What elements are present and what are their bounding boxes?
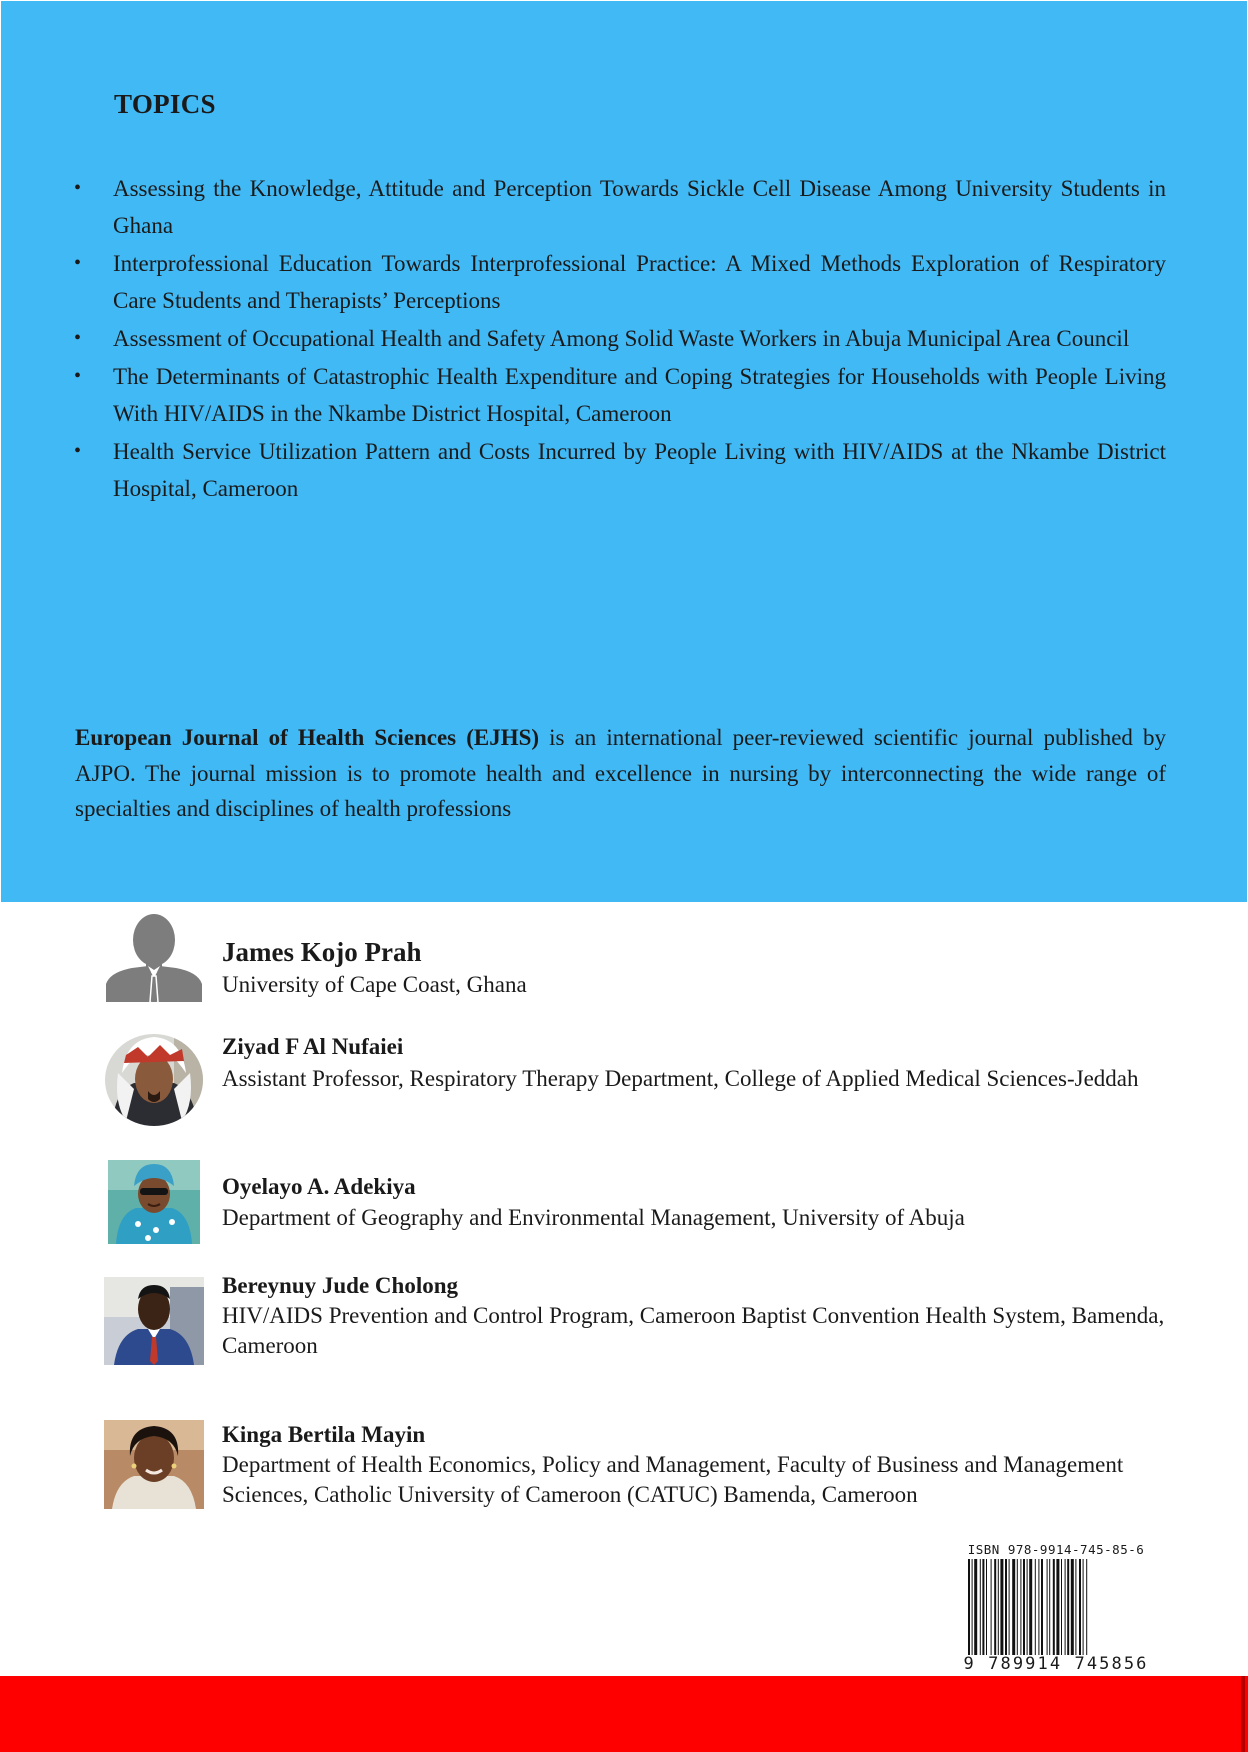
topic-text: Assessment of Occupational Health and Safety Among Solid Waste Workers in Abuja Municipal Area Council [113,326,1130,351]
topics-list [74,170,1166,508]
topics-heading: TOPICS [114,89,216,119]
topic-item [74,320,1166,357]
isbn-label: ISBN 978-9914-745-85-6 [967,1542,1145,1557]
isbn-barcode [950,1542,1162,1674]
journal-description [75,720,1166,827]
journal-description-text: is an international peer-reviewed scientific journal published by AJPO. The journal mission is to promote health and excellence in nursing by interconnecting the wide range of specialties and disciplines of health professions [75,725,1166,821]
author-name: Kinga Bertila Mayin [222,1422,426,1447]
topic-item [74,358,1166,432]
bullet-icon: • [74,365,82,387]
author-name: Ziyad F Al Nufaiei [222,1034,404,1059]
author-photo [108,1160,200,1244]
topic-item [74,245,1166,319]
bullet-icon: • [74,327,82,349]
bullet-icon: • [74,252,82,274]
author-entry [104,1158,1204,1258]
author-photo [104,1420,204,1509]
topic-text: The Determinants of Catastrophic Health Expenditure and Coping Strategies for Households with People Living With HIV/AIDS in the Nkambe District Hospital, Cameroon [113,364,1166,426]
author-affiliation: University of Cape Coast, Ghana [222,972,527,997]
author-name: James Kojo Prah [222,937,422,967]
author-entry [104,908,1204,1008]
topic-text: Interprofessional Education Towards Interprofessional Practice: A Mixed Methods Exploration of Respiratory Care Students and Therapists’ Perceptions [113,251,1166,313]
bullet-icon: • [74,440,82,462]
journal-name: European Journal of Health Sciences (EJHS) [75,725,540,750]
topic-item [74,433,1166,507]
author-entry [104,1031,1204,1131]
topic-item [74,170,1166,244]
topic-text: Assessing the Knowledge, Attitude and Perception Towards Sickle Cell Disease Among University Students in Ghana [113,176,1166,238]
author-affiliation: Assistant Professor, Respiratory Therapy Department, College of Applied Medical Sciences-Jeddah [222,1066,1139,1091]
author-photo [104,1277,204,1365]
topic-text: Health Service Utilization Pattern and Costs Incurred by People Living with HIV/AIDS at the Nkambe District Hospital, Cameroon [113,439,1166,501]
bullet-icon: • [74,177,82,199]
barcode-number: 9 789914 745856 [963,1654,1149,1674]
footer-band-edge [1241,1676,1245,1752]
author-affiliation: HIV/AIDS Prevention and Control Program, Cameroon Baptist Convention Health System, Bamenda, Cameroon [222,1303,1165,1358]
author-entry [104,1417,1204,1517]
author-entry [104,1272,1204,1372]
barcode-bars-icon [968,1559,1150,1655]
author-affiliation: Department of Geography and Environmental Management, University of Abuja [222,1205,965,1230]
footer-band [0,1676,1248,1752]
avatar-silhouette-icon [104,912,204,1002]
author-affiliation: Department of Health Economics, Policy and Management, Faculty of Business and Management Sciences, Catholic University of Cameroon (CATUC) Bamenda, Cameroon [222,1452,1124,1507]
author-photo [104,1033,204,1127]
author-name: Bereynuy Jude Cholong [222,1273,459,1298]
author-name: Oyelayo A. Adekiya [222,1174,416,1199]
